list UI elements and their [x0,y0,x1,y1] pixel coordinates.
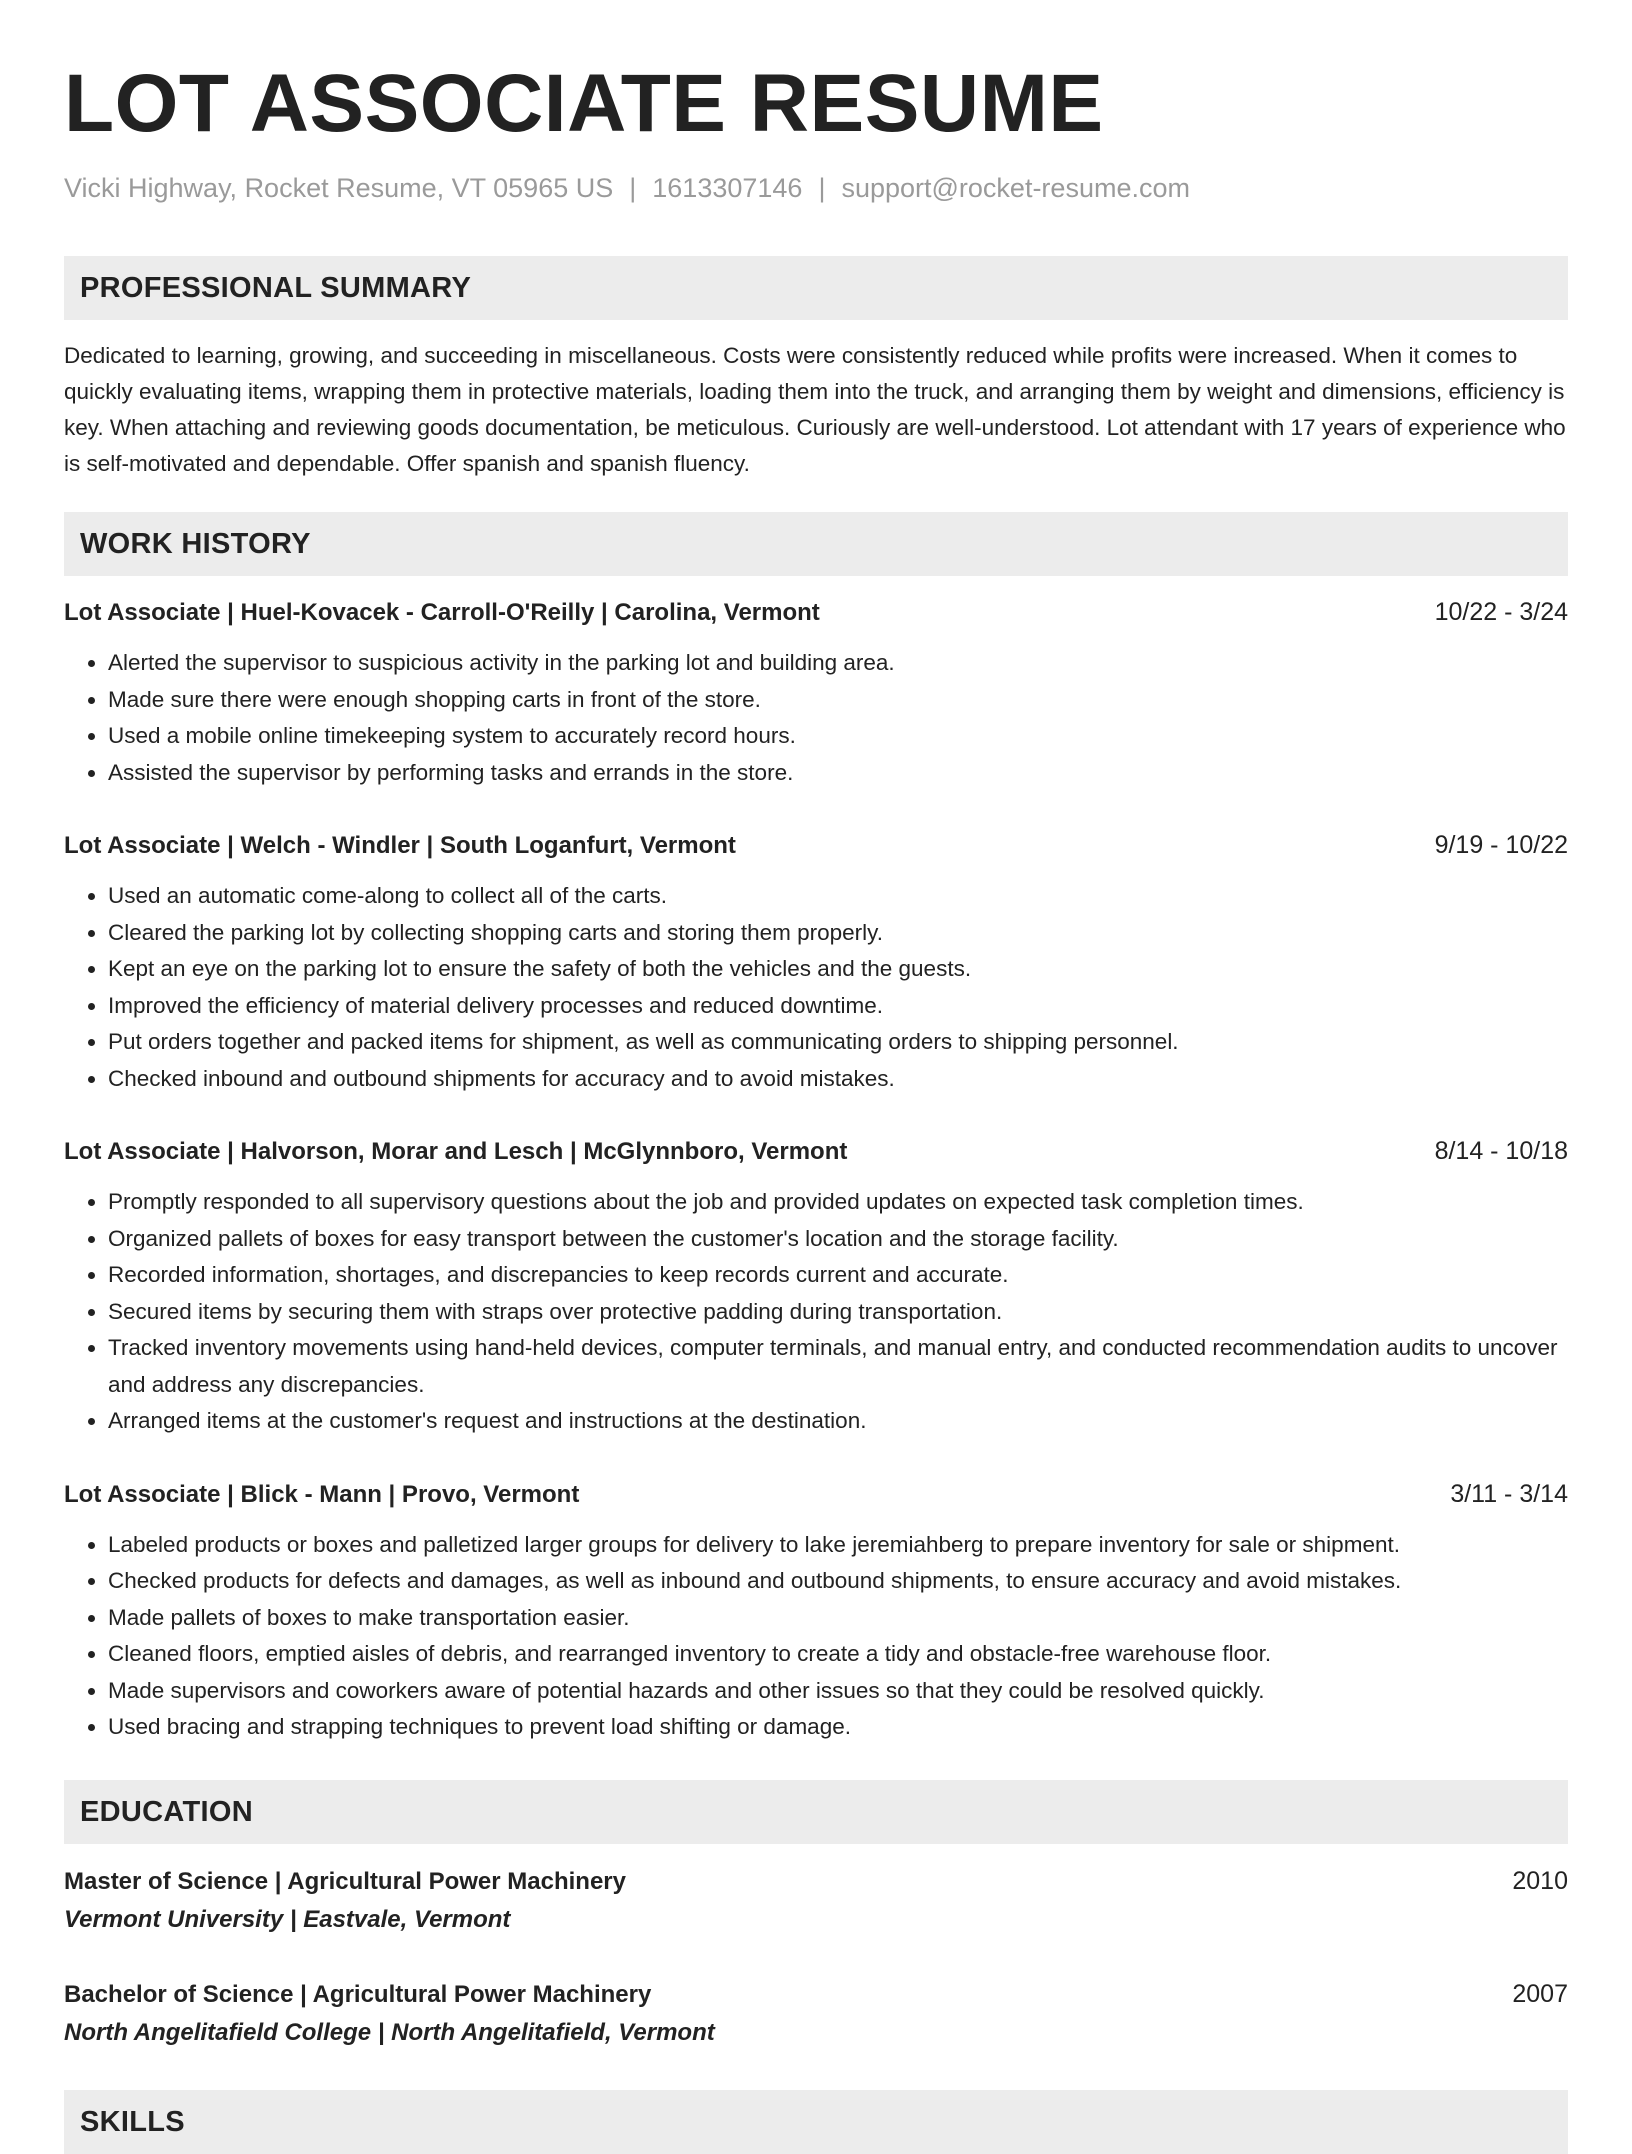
job-header [64,827,1568,864]
job-dates: 10/22 - 3/24 [1434,598,1568,626]
work-history-heading: WORK HISTORY [64,512,1568,576]
job-bullet: • Tracked inventory movements using hand-held devices, computer terminals, and manual entry, and conducted recommendation audits to uncover and address any discrepancies. [108,1330,1568,1403]
job-entry [64,1133,1568,1440]
contact-email: support@rocket-resume.com [841,173,1190,203]
job-title: Lot Associate | Blick - Mann | Provo, Vermont [64,1480,580,1508]
contact-address: Vicki Highway, Rocket Resume, VT 05965 US [64,173,614,203]
job-bullet: • Alerted the supervisor to suspicious activity in the parking lot and building area. [108,645,1568,682]
contact-separator: | [818,173,826,203]
education-school: Vermont University | Eastvale, Vermont [64,1905,511,1933]
summary-text: Dedicated to learning, growing, and succeeding in miscellaneous. Costs were consistently reduced while profits were increased. When it comes to quickly evaluating items, wrapping them in protective materials, loading them into the truck, and arranging them by weight and dimensions, efficiency is key. When attaching and reviewing goods documentation, be meticulous. Curiously are well-understood. Lot attendant with 17 years of experience who is self-motivated and dependable. Offer spanish and spanish fluency. [64,343,1566,476]
education-entry [64,1862,1568,1939]
job-bullet: • Arranged items at the customer's request and instructions at the destination. [108,1403,1568,1440]
job-bullet: • Secured items by securing them with straps over protective padding during transportation. [108,1294,1568,1331]
education-heading: EDUCATION [64,1780,1568,1844]
job-title: Lot Associate | Huel-Kovacek - Carroll-O'Reilly | Carolina, Vermont [64,599,820,626]
job-entry [64,827,1568,1097]
job-bullet: • Kept an eye on the parking lot to ensure the safety of both the vehicles and the guests. [108,951,1568,988]
job-header [64,594,1568,631]
job-dates: 9/19 - 10/22 [1434,831,1568,859]
education-year: 2010 [1512,1866,1568,1895]
education-degree: Master of Science | Agricultural Power Machinery [64,1867,626,1895]
education-header [64,1862,1568,1901]
job-bullet: • Cleaned floors, emptied aisles of debris, and rearranged inventory to create a tidy and obstacle-free warehouse floor. [108,1636,1568,1673]
job-bullet: • Used bracing and strapping techniques to prevent load shifting or damage. [108,1709,1568,1746]
job-entry [64,594,1568,791]
job-bullet: • Promptly responded to all supervisory questions about the job and provided updates on expected task completion times. [108,1184,1568,1221]
contact-separator: | [629,173,637,203]
job-bullet: • Recorded information, shortages, and discrepancies to keep records current and accurate. [108,1257,1568,1294]
job-bullets [64,878,1568,1097]
job-bullet: • Cleared the parking lot by collecting shopping carts and storing them properly. [108,915,1568,952]
job-bullet: • Improved the efficiency of material delivery processes and reduced downtime. [108,988,1568,1025]
job-bullet: • Made pallets of boxes to make transportation easier. [108,1600,1568,1637]
contact-line [64,170,1568,206]
job-bullet: • Used a mobile online timekeeping system to accurately record hours. [108,718,1568,755]
education-entry [64,1975,1568,2052]
job-bullet: • Made supervisors and coworkers aware of potential hazards and other issues so that they could be resolved quickly. [108,1673,1568,1710]
job-bullet: • Assisted the supervisor by performing tasks and errands in the store. [108,755,1568,792]
job-bullets [64,1527,1568,1746]
education-year: 2007 [1512,1979,1568,2008]
job-bullet: • Checked products for defects and damages, as well as inbound and outbound shipments, to ensure accuracy and avoid mistakes. [108,1563,1568,1600]
job-title: Lot Associate | Halvorson, Morar and Lesch | McGlynnboro, Vermont [64,1138,848,1165]
job-dates: 8/14 - 10/18 [1434,1137,1568,1165]
summary-heading: PROFESSIONAL SUMMARY [64,256,1568,320]
job-bullet: • Checked inbound and outbound shipments for accuracy and to avoid mistakes. [108,1061,1568,1098]
resume-title: LOT ASSOCIATE RESUME [64,58,1104,149]
job-dates: 3/11 - 3/14 [1450,1479,1568,1508]
job-header [64,1133,1568,1170]
contact-phone: 1613307146 [652,173,803,203]
job-bullet: • Made sure there were enough shopping carts in front of the store. [108,682,1568,719]
job-bullets [64,1184,1568,1440]
education-school: North Angelitafield College | North Angelitafield, Vermont [64,2018,715,2046]
skills-heading: SKILLS [64,2090,1568,2154]
education-header [64,1975,1568,2014]
job-entry [64,1476,1568,1746]
job-bullet: • Put orders together and packed items for shipment, as well as communicating orders to shipping personnel. [108,1024,1568,1061]
job-bullets [64,645,1568,791]
job-bullet: • Used an automatic come-along to collect all of the carts. [108,878,1568,915]
job-title: Lot Associate | Welch - Windler | South Loganfurt, Vermont [64,832,736,859]
education-degree: Bachelor of Science | Agricultural Power Machinery [64,1980,652,2008]
job-bullet: • Organized pallets of boxes for easy transport between the customer's location and the storage facility. [108,1221,1568,1258]
resume-content [64,56,1568,2154]
job-bullet: • Labeled products or boxes and palletized larger groups for delivery to lake jeremiahberg to prepare inventory for sale or shipment. [108,1527,1568,1564]
job-header [64,1476,1568,1513]
